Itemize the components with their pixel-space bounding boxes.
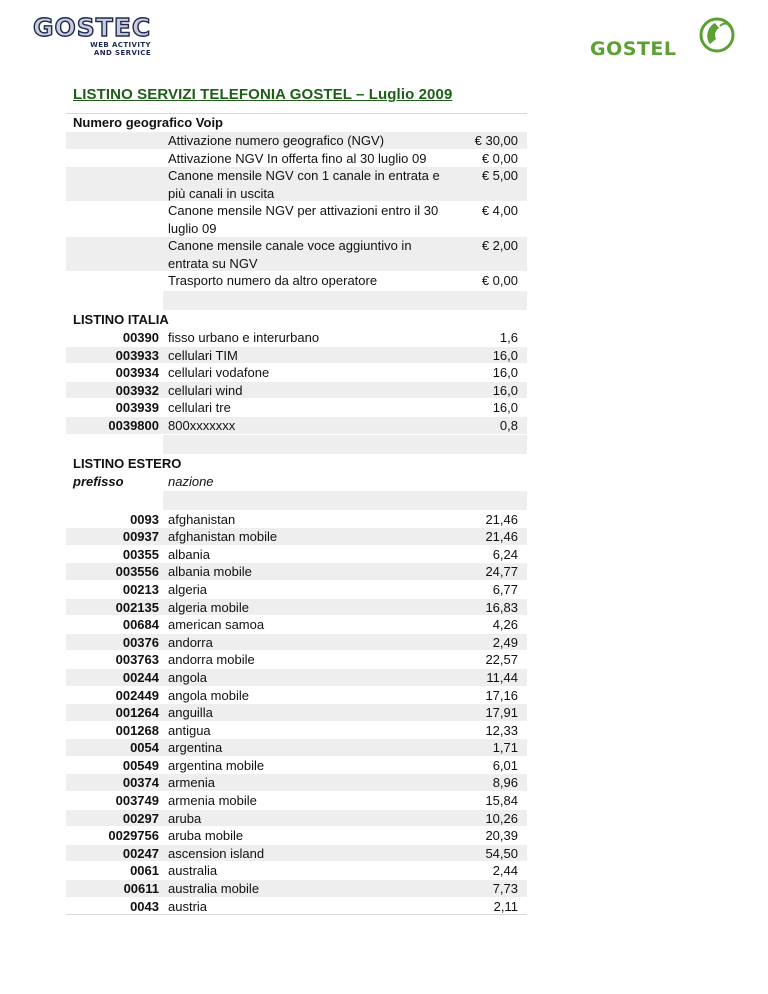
voip-row (66, 167, 527, 202)
prefix-code: 001264 (66, 704, 163, 721)
service-description: Trasporto numero da altro operatore (168, 273, 378, 288)
service-description: algeria mobile (163, 599, 450, 616)
service-description: australia mobile (163, 880, 450, 897)
estero-row (66, 581, 527, 599)
estero-column-header-row (66, 473, 527, 491)
estero-row (66, 792, 527, 810)
price-value: € 4,00 (481, 203, 518, 218)
price-value: 6,77 (492, 581, 518, 597)
gostec-logo (33, 15, 151, 55)
price-value: 16,0 (492, 365, 518, 381)
prefix-code: 0093 (130, 511, 159, 527)
italia-row (66, 399, 527, 417)
spacer-row (66, 491, 527, 511)
price-value: 17,91 (450, 704, 527, 721)
prefix-code: 00247 (66, 845, 163, 862)
price-value: 16,83 (450, 599, 527, 616)
estero-row (66, 810, 527, 828)
service-description: Canone mensile NGV con 1 canale in entrata e più canali in uscita (163, 167, 450, 201)
price-value: € 30,00 (450, 132, 527, 149)
prefix-code: 003939 (115, 400, 159, 416)
prefix-code (66, 150, 163, 166)
voip-row (66, 150, 527, 167)
prefix-code: 001268 (115, 722, 159, 738)
service-description: Canone mensile NGV per attivazioni entro il 30 luglio 09 (168, 203, 439, 236)
estero-row (66, 616, 527, 634)
service-description: austria (168, 898, 208, 914)
service-description: Canone mensile canale voce aggiuntivo in entrata su NGV (163, 237, 450, 271)
prefix-code (66, 272, 163, 290)
italia-rows (66, 329, 527, 435)
prefix-code: 00549 (122, 757, 159, 773)
prefix-code: 0054 (66, 739, 163, 756)
estero-row (66, 546, 527, 564)
estero-row (66, 845, 527, 863)
price-value: 6,01 (492, 757, 518, 773)
price-value: 16,0 (450, 382, 527, 399)
italia-section-heading: LISTINO ITALIA (73, 312, 169, 327)
service-description: cellulari tre (168, 400, 231, 416)
price-value: 21,46 (485, 511, 518, 527)
price-value: 0,8 (450, 417, 527, 434)
voip-section-heading: Numero geografico Voip (73, 115, 223, 130)
price-value: € 0,00 (481, 273, 518, 288)
price-value: 12,33 (485, 722, 518, 738)
price-value: € 0,00 (481, 151, 518, 166)
service-description: angola (163, 669, 450, 686)
price-value: 17,16 (485, 687, 518, 703)
service-description: antigua (168, 722, 211, 738)
service-description: argentina (163, 739, 450, 756)
price-value: 16,0 (450, 347, 527, 364)
service-description: albania (168, 546, 210, 562)
price-value: 2,11 (493, 898, 518, 914)
service-description: fisso urbano e interurbano (168, 330, 320, 345)
prefix-code: 00213 (122, 581, 159, 597)
gostec-logo-name: GOSTEC (33, 13, 152, 42)
estero-row (66, 669, 527, 687)
estero-row (66, 599, 527, 617)
service-description: afghanistan (168, 511, 236, 527)
prefix-code (66, 132, 163, 149)
price-value: 24,77 (450, 563, 527, 580)
price-value: 2,49 (450, 634, 527, 651)
price-value: 54,50 (450, 845, 527, 862)
voip-section-heading-row (66, 113, 527, 132)
voip-row (66, 272, 527, 291)
prefix-code: 003934 (115, 365, 159, 381)
service-description: algeria (168, 581, 208, 597)
price-value: 8,96 (450, 774, 527, 791)
column-header-country: nazione (168, 473, 214, 489)
gostel-logo (590, 14, 746, 66)
estero-row (66, 898, 527, 916)
estero-row (66, 528, 527, 546)
estero-row (66, 722, 527, 740)
service-description: argentina mobile (168, 757, 265, 773)
voip-row (66, 202, 527, 237)
price-value: 15,84 (485, 793, 518, 809)
service-description: 800xxxxxxx (163, 417, 450, 434)
estero-row (66, 827, 527, 845)
estero-row (66, 880, 527, 898)
prefix-code (66, 237, 163, 271)
prefix-code: 003763 (115, 652, 159, 668)
service-description: afghanistan mobile (163, 528, 450, 545)
voip-row (66, 132, 527, 150)
prefix-code: 003933 (66, 347, 163, 364)
prefix-code: 003932 (66, 382, 163, 399)
prefix-code: 00937 (66, 528, 163, 545)
service-description: ascension island (163, 845, 450, 862)
telephone-handset-icon (693, 14, 737, 60)
service-description: aruba mobile (168, 828, 244, 844)
estero-row (66, 774, 527, 792)
price-value: 6,24 (492, 546, 518, 562)
service-description: anguilla (163, 704, 450, 721)
column-header-prefix: prefisso (73, 473, 124, 489)
estero-section-heading-row (66, 455, 527, 473)
service-description: armenia (163, 774, 450, 791)
prefix-code: 00611 (66, 880, 163, 897)
prefix-code: 00376 (66, 634, 163, 651)
voip-row (66, 237, 527, 272)
price-value: 7,73 (450, 880, 527, 897)
spacer-row (66, 291, 527, 311)
price-table (66, 113, 527, 915)
price-value: € 2,00 (450, 237, 527, 271)
prefix-code: 0029756 (108, 828, 159, 844)
italia-row (66, 382, 527, 400)
prefix-code (66, 202, 163, 236)
service-description: angola mobile (168, 687, 249, 703)
prefix-code: 002449 (115, 687, 159, 703)
prefix-code: 003749 (115, 793, 159, 809)
prefix-code: 002135 (66, 599, 163, 616)
service-description: cellulari TIM (163, 347, 450, 364)
price-value: 1,6 (499, 330, 518, 345)
service-description: Attivazione numero geografico (NGV) (163, 132, 450, 149)
estero-rows (66, 511, 527, 916)
service-description: cellulari wind (163, 382, 450, 399)
estero-row (66, 563, 527, 581)
estero-row (66, 687, 527, 705)
prefix-code: 00374 (66, 774, 163, 791)
gostec-logo-tagline-2: AND SERVICE (93, 49, 151, 57)
price-value: 10,26 (450, 810, 527, 827)
estero-row (66, 862, 527, 880)
italia-row (66, 417, 527, 435)
gostel-logo-name: GOSTEL (590, 38, 677, 60)
price-value: 4,26 (492, 617, 518, 633)
gostec-logo-tagline-1: WEB ACTIVITY (90, 41, 151, 49)
estero-section-heading: LISTINO ESTERO (73, 455, 182, 471)
prefix-code: 00390 (122, 330, 159, 345)
price-value: 2,44 (492, 863, 518, 879)
prefix-code: 00297 (66, 810, 163, 827)
price-value: 22,57 (485, 652, 518, 668)
service-description: andorra mobile (168, 652, 255, 668)
price-value: 1,71 (450, 739, 527, 756)
service-description: Attivazione NGV In offerta fino al 30 luglio 09 (168, 151, 427, 166)
prefix-code: 0043 (130, 898, 159, 914)
price-value: 11,44 (450, 669, 527, 686)
service-description: aruba (163, 810, 450, 827)
service-description: armenia mobile (168, 793, 257, 809)
prefix-code: 0061 (130, 863, 159, 879)
spacer-row (66, 435, 527, 455)
estero-row (66, 634, 527, 652)
prefix-code (66, 167, 163, 201)
service-description: cellulari vodafone (168, 365, 270, 381)
prefix-code: 00355 (122, 546, 159, 562)
prefix-code: 0039800 (66, 417, 163, 434)
price-value: € 5,00 (450, 167, 527, 201)
italia-section-heading-row (66, 311, 527, 329)
estero-row (66, 511, 527, 529)
price-value: 21,46 (450, 528, 527, 545)
price-value: 16,0 (492, 400, 518, 416)
estero-row (66, 704, 527, 722)
prefix-code: 00684 (122, 617, 159, 633)
prefix-code: 003556 (66, 563, 163, 580)
service-description: andorra (163, 634, 450, 651)
prefix-code: 00244 (66, 669, 163, 686)
italia-row (66, 347, 527, 365)
estero-row (66, 651, 527, 669)
service-description: american samoa (168, 617, 265, 633)
estero-row (66, 739, 527, 757)
italia-row (66, 364, 527, 382)
service-description: australia (168, 863, 218, 879)
page-title: LISTINO SERVIZI TELEFONIA GOSTEL – Luglio 2009 (73, 86, 453, 103)
service-description: albania mobile (163, 563, 450, 580)
price-value: 20,39 (485, 828, 518, 844)
italia-row (66, 329, 527, 347)
estero-row (66, 757, 527, 775)
voip-rows (66, 132, 527, 291)
